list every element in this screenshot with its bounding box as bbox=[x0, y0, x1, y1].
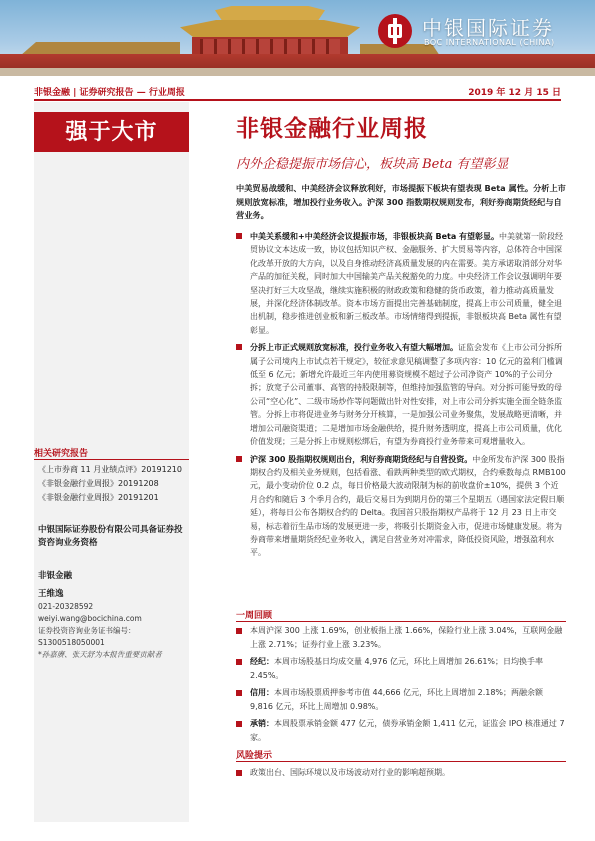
analyst-phone: 021-20328592 bbox=[38, 602, 94, 611]
left-sidebar bbox=[34, 102, 199, 841]
related-reports-title: 相关研究报告 bbox=[34, 449, 89, 459]
company-disclaimer: 中银国际证券股份有限公司具备证券投资咨询业务资格 bbox=[38, 525, 183, 548]
weekly-item-label: 信用： bbox=[250, 688, 274, 697]
analyst-license: 证券投资咨询业务证书编号：S1300518050001 bbox=[38, 626, 136, 647]
related-report-link[interactable]: 《非银金融行业周报》20191201 bbox=[38, 493, 159, 502]
bullet-square-icon bbox=[236, 344, 242, 350]
weekly-item-text: 本周市场股票质押参考市值 44,666 亿元，环比上周增加 2.18%；两融余额 9,816 亿元，环比上周增加 0.98%。 bbox=[250, 688, 544, 711]
key-point bbox=[236, 230, 566, 337]
key-point-body: 中金所发布沪深 300 股指期权合约及相关业务规则，包括看涨、看跌两种类型的欧式期权，合约乘数每点 RMB100 元，最小变动价位 0.2 点，每日价格最大波动限制为标的前收盘价±10%，提供 3 个近月合约和随后 3 个季月合约，最后交易日为到期月份的第三个星期五（遇国家法定假日顺延），将每日公布各期权合约的 Delta。我国首只股指期权产品将于 12 月 23 日上市交易，标志着衍生品市场的发展更进一步，将吸引长期资金入市，促进市场健康发展。将为券商带来增量期货经纪业务收入，满足自营业务对冲需求，降低投资风险，增强盈利水平。 bbox=[250, 454, 566, 558]
weekly-item-text: 本周沪深 300 上涨 1.69%，创业板指上涨 1.66%，保险行业上涨 3.04%，互联网金融上涨 2.71%；证券行业上涨 3.23%。 bbox=[250, 626, 563, 649]
bullet-square-icon bbox=[236, 690, 242, 696]
palace-columns bbox=[200, 39, 340, 54]
report-summary: 中美贸易战缓和、中美经济会议释放利好，市场提振下板块有望表现 Beta 属性。分析上市规则放宽标准，增加投行业务收入。沪深 300 指数期权规则发布，利好券商期货经纪与自营业务。 bbox=[236, 183, 566, 220]
related-report-link[interactable]: 《非银金融行业周报》20191208 bbox=[38, 479, 159, 488]
analyst-email[interactable]: weiyi.wang@bocichina.com bbox=[38, 614, 142, 623]
weekly-item-text: 本周股票承销金额 477 亿元，债券承销金额 1,411 亿元，证监会 IPO 核准通过 7 家。 bbox=[250, 719, 565, 742]
risk-item-text: 政策出台、国际环境以及市场波动对行业的影响超预期。 bbox=[250, 768, 450, 777]
header-banner bbox=[0, 0, 595, 76]
key-point-body: 证监会发布《上市公司分拆所属子公司境内上市试点若干规定》，较征求意见稿调整了多项内容：10 亿元的盈利门槛调低至 6 亿元；新增允许最近三年内使用募资规模不超过子公司净资产 10%的子公司分拆；放宽子公司董事、高管的持股限制等，但维持加强监管的导向。对分拆可能导致的母公司“空心化”、二级市场炒作等问题做出针对性安排，对上市公司分拆实施全面全链条监管。分拆上市将促进业务与财务分开核算，一是加强公司业务聚焦，发展战略更清晰，并增加公司融资渠道；二是增加市场金融供给，提升财务透明度，提高上市公司质量，优化价值发现；三是分拆上市规则松绑后，有望为券商投行业务带来可观增量收入。 bbox=[250, 343, 563, 447]
weekly-item bbox=[236, 717, 566, 745]
weekly-review-list bbox=[236, 624, 566, 748]
bullet-square-icon bbox=[236, 628, 242, 634]
key-point bbox=[236, 341, 566, 448]
risk-list bbox=[236, 766, 566, 783]
bullet-square-icon bbox=[236, 456, 242, 462]
related-reports-list bbox=[38, 463, 188, 505]
weekly-review-title: 一周回顾 bbox=[236, 611, 273, 621]
sidebar-panel bbox=[34, 102, 189, 822]
weekly-item-text: 本周市场股基日均成交量 4,976 亿元，环比上周增加 26.61%；日均换手率 2.45%。 bbox=[250, 657, 544, 680]
key-point-heading: 中美关系缓和+中美经济会议提振市场，非银板块高 Beta 有望彰显。 bbox=[250, 232, 500, 241]
palace-roof bbox=[180, 20, 360, 38]
header-divider bbox=[34, 99, 561, 101]
report-date: 2019 年 12 月 15 日 bbox=[468, 88, 561, 98]
report-title: 非银金融行业周报 bbox=[236, 115, 428, 142]
bullet-square-icon bbox=[236, 659, 242, 665]
boc-logo-icon bbox=[378, 14, 412, 48]
weekly-item bbox=[236, 686, 566, 714]
bullet-square-icon bbox=[236, 770, 242, 776]
rating-badge: 强于大市 bbox=[34, 112, 189, 152]
contributor-note: *孙嘉赓、张天舒为本报告重要贡献者 bbox=[38, 650, 162, 659]
brand-name-en: BOC INTERNATIONAL (CHINA) bbox=[424, 38, 555, 47]
sector-label: 非银金融 bbox=[38, 571, 73, 581]
weekly-item-label: 承销： bbox=[250, 719, 274, 728]
report-subtitle: 内外企稳提振市场信心，板块高 Beta 有望彰显 bbox=[236, 157, 509, 172]
related-report-link[interactable]: 《上市券商 11 月业绩点评》20191210 bbox=[38, 465, 182, 474]
weekly-divider bbox=[236, 621, 566, 622]
risk-item bbox=[236, 766, 566, 780]
weekly-item bbox=[236, 655, 566, 683]
bullet-square-icon bbox=[236, 233, 242, 239]
palace-plaza bbox=[0, 68, 595, 76]
bullet-square-icon bbox=[236, 721, 242, 727]
key-points bbox=[236, 230, 566, 564]
key-point-heading: 分拆上市正式规则放宽标准，投行业务收入有望大幅增加。 bbox=[250, 343, 458, 353]
key-point-heading: 沪深 300 股指期权规则出台，利好券商期货经纪与自营投资。 bbox=[250, 454, 473, 464]
key-point bbox=[236, 453, 566, 560]
weekly-item-label: 经纪： bbox=[250, 657, 274, 666]
analyst-name: 王维逸 bbox=[38, 589, 64, 599]
related-divider bbox=[34, 459, 189, 460]
brand-name-cn: 中银国际证券 bbox=[422, 16, 554, 40]
palace-roof-top bbox=[215, 6, 325, 20]
risk-divider bbox=[236, 761, 566, 762]
breadcrumb: 非银金融 | 证券研究报告 — 行业周报 bbox=[34, 88, 185, 98]
analyst-contact bbox=[38, 601, 188, 649]
key-point-body: 中美就第一阶段经贸协议文本达成一致，协议包括知识产权、金融服务、扩大贸易等内容，总体符合中国深化改革开放的大方向，以及自身推动经济高质量发展的内在需要。美方承诺取消部分对华产品的加征关税，同时加大中国输美产品关税豁免的力度。中央经济工作会议强调明年要坚决打好三大攻坚战，继续实施积极的财政政策和稳健的货币政策，着力推动高质量发展，并深化经济体制改革。资本市场方面提出完善基础制度，提高上市公司质量，健全退出机制，稳步推进创业板和新三板改革。市场情绪得到提振，非银板块高 Beta 属性有望彰显。 bbox=[250, 232, 564, 335]
risk-title: 风险提示 bbox=[236, 751, 273, 761]
weekly-item bbox=[236, 624, 566, 652]
